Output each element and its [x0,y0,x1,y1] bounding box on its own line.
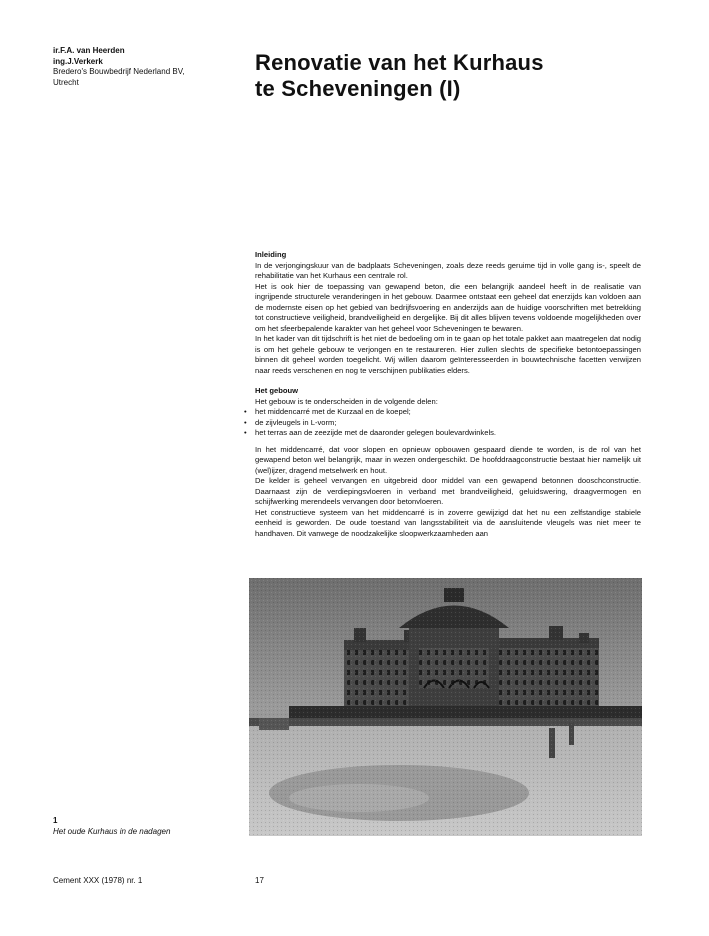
bullet-icon: • [244,417,247,427]
gebouw-paragraph-4: Het constructieve systeem van het middencarré is in zoverre gewijzigd dat het nu een zelfstandige stabiele eenheid is geworden. De oude toestand van langsstabiliteit via de aansluitende vleugels was niet meer te handhaven. Dit vanwege de noodzakelijke sloopwerkzaamheden aan [255,507,641,538]
figure-number: 1 [53,816,58,825]
building-parts-list [244,407,641,439]
title-line-2: te Scheveningen (I) [255,76,461,101]
gebouw-paragraph-1: Het gebouw is te onderscheiden in de volgende delen: [255,396,438,406]
author-name-1: ir.F.A. van Heerden [53,46,125,55]
figure-caption [53,816,170,837]
journal-reference: Cement XXX (1978) nr. 1 [53,876,143,885]
article-title [255,50,675,102]
gebouw-paragraph-3: De kelder is geheel vervangen en uitgebreid door middel van een gewapend betonnen dooschconstructie. Daarnaast zijn de verdiepingsvloeren in verband met brandveiligheid, geluidswering, draagvermogen en schijfwerking merendeels vervangen door betonvloeren. [255,476,641,506]
author-affiliation-1: Bredero's Bouwbedrijf Nederland BV, [53,67,185,76]
section-heading-gebouw: Het gebouw [255,386,299,395]
figure-caption-text: Het oude Kurhaus in de nadagen [53,826,171,836]
author-affiliation-2: Utrecht [53,77,79,87]
intro-paragraph-2: Het is ook hier de toepassing van gewapend beton, die een belangrijk aandeel heeft in de realisatie van ingrijpende structurele veranderingen in het gebouw. Daarmee ontstaat een geheel dat enerzijds kan voldoen aan de modernste eisen op het gebied van bedrijfsvoering en anderzijds aan de huidige voorschriften met betrekking tot constructieve veiligheid, brandveiligheid en dergelijke. Bij dit alles blijven tevens voldoende mogelijkheden over om het sfeerbepalende karakter van het geheel voor Scheveningen te bewaren. [255,281,641,333]
kurhaus-photo [249,578,642,836]
kurhaus-photo-drawing [249,578,642,836]
list-item [244,417,641,429]
gebouw-paragraph-2: In het middencarré, dat voor slopen en opnieuw opbouwen gespaard diende te worden, is de rol van het gewapend beton wel belangrijk, maar in wezen ondergeschikt. De hoofddraagconstructie bestaat hier namelijk uit (wel)ijzer, dragend metselwerk en hout. [255,444,641,475]
author-name-2: ing.J.Verkerk [53,56,103,66]
title-line-1: Renovatie van het Kurhaus [255,50,544,75]
list-item-text: het terras aan de zeezijde met de daaronder gelegen boulevardwinkels. [255,428,497,437]
bullet-icon: • [244,407,247,416]
spacer [255,376,641,386]
list-item [244,428,641,439]
article-body [244,250,641,539]
list-item [244,407,641,418]
author-block [53,46,233,88]
page-number: 17 [255,876,264,885]
bullet-icon: • [244,428,247,437]
intro-paragraph-3: In het kader van dit tijdschrift is het niet de bedoeling om in te gaan op het totale pakket aan maatregelen dat nodig is om het gehele gebouw te verjongen en te restaureren. Hier zullen slechts de specifieke betontoepassingen binnen dit geheel worden toegelicht. Wij willen daarom geïnteresseerden in bouwtechnische facetten verwijzen naar reeds verschenen en nog te verschijnen publikaties elders. [255,334,641,375]
section-heading-inleiding: Inleiding [255,250,287,259]
list-item-text: het middencarré met de Kurzaal en de koepel; [255,407,411,416]
intro-paragraph-1: In de verjongingskuur van de badplaats Scheveningen, zoals deze reeds geruime tijd in volle gang is-, speelt de rehabilitatie van het Kurhaus een centrale rol. [255,260,641,280]
list-item-text: de zijvleugels in L-vorm; [255,417,337,427]
